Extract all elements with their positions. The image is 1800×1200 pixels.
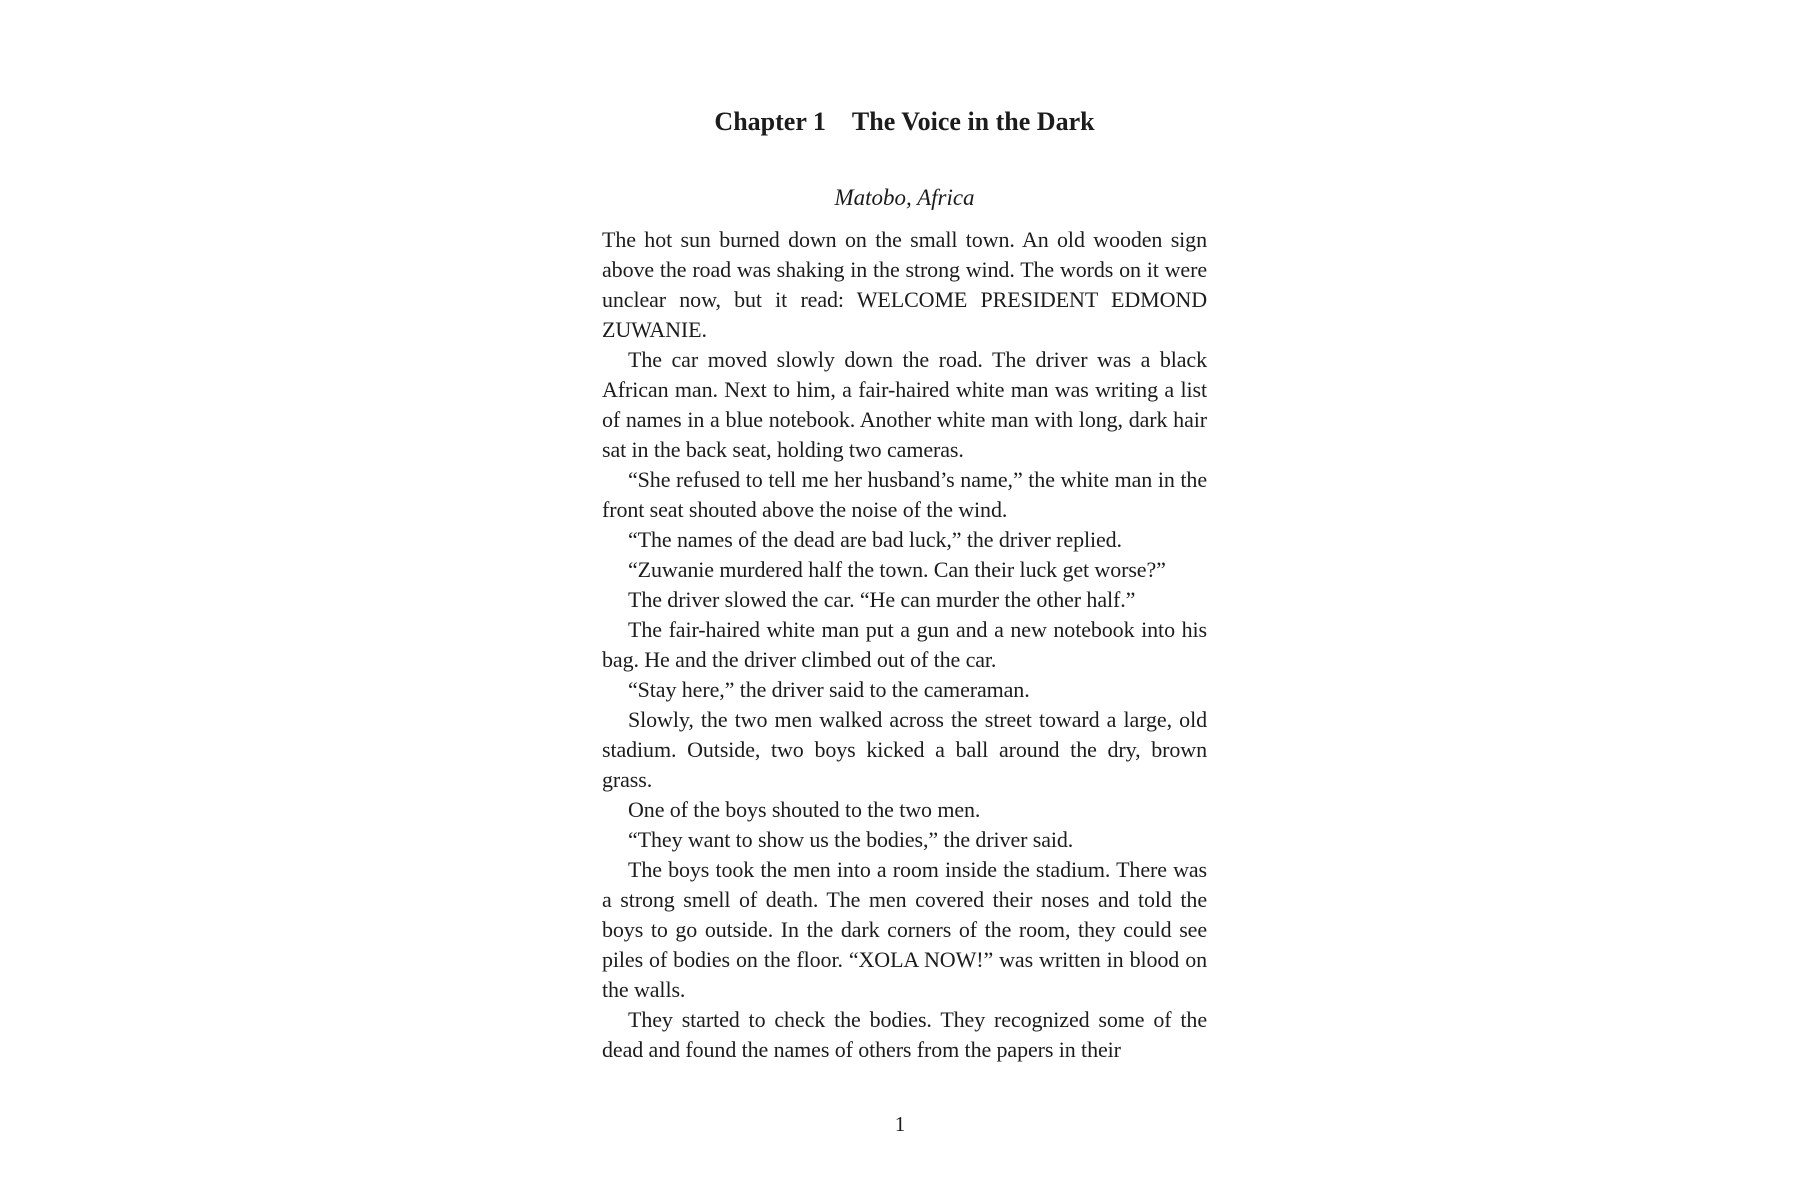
paragraph: “Stay here,” the driver said to the cameraman. — [628, 677, 1030, 702]
location-subtitle: Matobo, Africa — [834, 185, 975, 210]
paragraph: The driver slowed the car. “He can murder the other half.” — [628, 587, 1136, 612]
chapter-body — [602, 225, 1207, 1065]
book-page — [602, 105, 1207, 1065]
chapter-heading — [602, 105, 1207, 139]
chapter-title: The Voice in the Dark — [851, 107, 1095, 136]
paragraph: The hot sun burned down on the small town. An old wooden sign above the road was shaking in the strong wind. The words on it were unclear now, but it read: WELCOME PRESIDENT EDMOND ZUWANIE. — [602, 227, 1207, 342]
paragraph: “They want to show us the bodies,” the driver said. — [628, 827, 1074, 852]
paragraph: The fair-haired white man put a gun and a new notebook into his bag. He and the driver climbed out of the car. — [602, 617, 1207, 672]
paragraph: “The names of the dead are bad luck,” the driver replied. — [628, 527, 1122, 552]
chapter-number: Chapter 1 — [714, 107, 826, 136]
paragraph: Slowly, the two men walked across the street toward a large, old stadium. Outside, two boys kicked a ball around the dry, brown grass. — [602, 707, 1207, 792]
paragraph: They started to check the bodies. They recognized some of the dead and found the names of others from the papers in their — [602, 1007, 1207, 1062]
page-number: 1 — [894, 1112, 906, 1136]
paragraph: “Zuwanie murdered half the town. Can their luck get worse?” — [628, 557, 1166, 582]
paragraph: “She refused to tell me her husband’s name,” the white man in the front seat shouted above the noise of the wind. — [602, 467, 1207, 522]
paragraph: One of the boys shouted to the two men. — [628, 797, 981, 822]
paragraph: The boys took the men into a room inside the stadium. There was a strong smell of death. The men covered their noses and told the boys to go outside. In the dark corners of the room, they could see piles of bodies on the floor. “XOLA NOW!” was written in blood on the walls. — [602, 857, 1207, 1002]
paragraph: The car moved slowly down the road. The driver was a black African man. Next to him, a fair-haired white man was writing a list of names in a blue notebook. Another white man with long, dark hair sat in the back seat, holding two cameras. — [602, 347, 1207, 462]
